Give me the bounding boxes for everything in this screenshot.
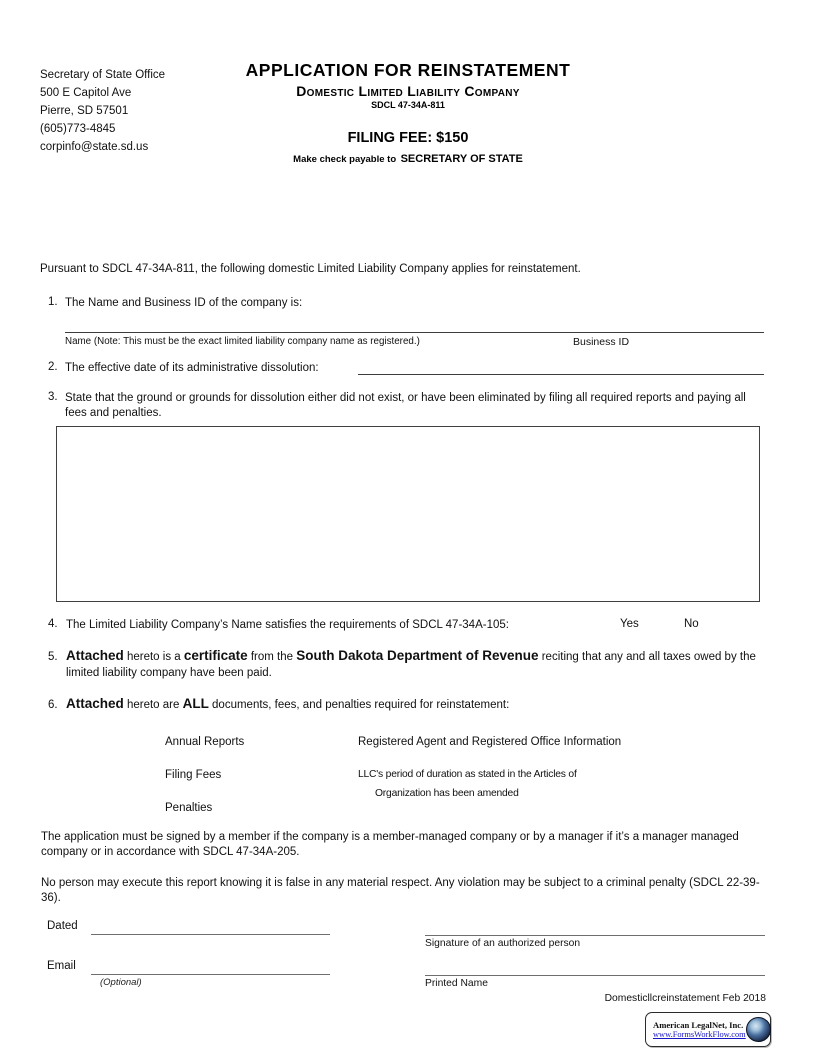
item2-text: The effective date of its administrative dissolution: — [65, 362, 319, 374]
payable-prefix: Make check payable to — [293, 154, 397, 165]
agency-phone: (605)773-4845 — [40, 123, 116, 135]
item6-text — [66, 696, 768, 713]
payable-to: SECRETARY OF STATE — [400, 153, 523, 165]
item5-number: 5. — [48, 651, 58, 663]
item3-text: State that the ground or grounds for dissolution either did not exist, or have been eliminated by filing all required reports and paying all fees and penalties. — [65, 392, 746, 419]
form-title: APPLICATION FOR REINSTATEMENT — [245, 60, 571, 80]
item5-text — [66, 648, 768, 681]
signing-requirement-paragraph: The application must be signed by a member if the company is a member-managed company or by a manager if it’s a manager managed company or in accordance with SDCL 47-34A-205. — [41, 831, 739, 858]
item5-bold-revenue-dept: South Dakota Department of Revenue — [296, 648, 539, 663]
attachment-registered-agent: Registered Agent and Registered Office Information — [358, 736, 622, 748]
attachment-annual-reports: Annual Reports — [165, 736, 245, 748]
filing-fee: FILING FEE: $150 — [347, 130, 469, 146]
signature-label: Signature of an authorized person — [425, 938, 581, 949]
item5-seg1: hereto is a — [123, 651, 184, 663]
item4-number: 4. — [48, 618, 58, 630]
attachment-duration-line1: LLC's period of duration as stated in the Articles of — [358, 769, 577, 780]
email-optional-label: (Optional) — [100, 977, 142, 988]
printed-name-label: Printed Name — [425, 978, 488, 989]
business-id-label: Business ID — [573, 336, 630, 348]
item6-bold-attached: Attached — [66, 696, 124, 711]
agency-address-line1: 500 E Capitol Ave — [40, 87, 132, 99]
item4-yes-option[interactable]: Yes — [620, 618, 639, 630]
dissolution-date-input-line[interactable] — [358, 374, 764, 375]
penalty-paragraph: No person may execute this report knowing it is false in any material respect. Any violation may be subject to a criminal penalty (SDCL 22-39-36). — [41, 877, 760, 904]
dated-input-line[interactable] — [91, 934, 330, 935]
payable-line — [0, 149, 816, 167]
item5-bold-certificate: certificate — [183, 648, 248, 663]
item6-number: 6. — [48, 699, 58, 711]
item5-bold-attached: Attached — [66, 648, 124, 663]
name-note-label: Name (Note: This must be the exact limited liability company name as registered.) — [65, 336, 420, 347]
grounds-statement-textarea[interactable] — [56, 426, 760, 602]
item2-number: 2. — [48, 361, 58, 373]
company-name-input-line[interactable] — [65, 332, 764, 333]
item3-number: 3. — [48, 391, 58, 403]
printed-name-input-line[interactable] — [425, 975, 765, 976]
attachment-duration-line2: Organization has been amended — [375, 788, 519, 799]
attachment-penalties: Penalties — [165, 802, 213, 814]
item4-text: The Limited Liability Company’s Name satisfies the requirements of SDCL 47-34A-105: — [66, 619, 509, 631]
dated-label: Dated — [47, 920, 78, 932]
item5-seg2: from the — [247, 651, 297, 663]
legalnet-url-link[interactable]: www.FormsWorkFlow.com — [653, 1030, 746, 1039]
item6-seg1: hereto are — [123, 699, 183, 711]
attachment-filing-fees: Filing Fees — [165, 769, 222, 781]
item5-seg3: reciting that any and all taxes owed by the limited liability company have been paid. — [66, 651, 756, 679]
item1-number: 1. — [48, 296, 58, 308]
legalnet-logo — [645, 1012, 771, 1047]
agency-email: corpinfo@state.sd.us — [40, 141, 149, 153]
item1-text: The Name and Business ID of the company is: — [65, 297, 303, 309]
legalnet-company-name: American LegalNet, Inc. — [653, 1020, 744, 1030]
agency-name: Secretary of State Office — [40, 69, 166, 81]
email-input-line[interactable] — [91, 974, 330, 975]
signature-input-line[interactable] — [425, 935, 765, 936]
item6-bold-all: ALL — [182, 696, 209, 711]
title-block — [0, 60, 816, 167]
legalnet-logo-text — [653, 1020, 746, 1039]
item6-seg2: documents, fees, and penalties required for reinstatement: — [208, 699, 510, 711]
intro-paragraph: Pursuant to SDCL 47-34A-811, the following domestic Limited Liability Company applies for reinstatement. — [40, 263, 581, 275]
item4-no-option[interactable]: No — [684, 618, 699, 630]
globe-icon — [746, 1017, 771, 1042]
form-subtitle: Domestic Limited Liability Company — [296, 83, 520, 99]
statute-reference: SDCL 47-34A-811 — [371, 100, 445, 110]
document-id: Domesticllcreinstatement Feb 2018 — [604, 993, 766, 1004]
email-label: Email — [47, 960, 76, 972]
agency-address-line2: Pierre, SD 57501 — [40, 105, 129, 117]
